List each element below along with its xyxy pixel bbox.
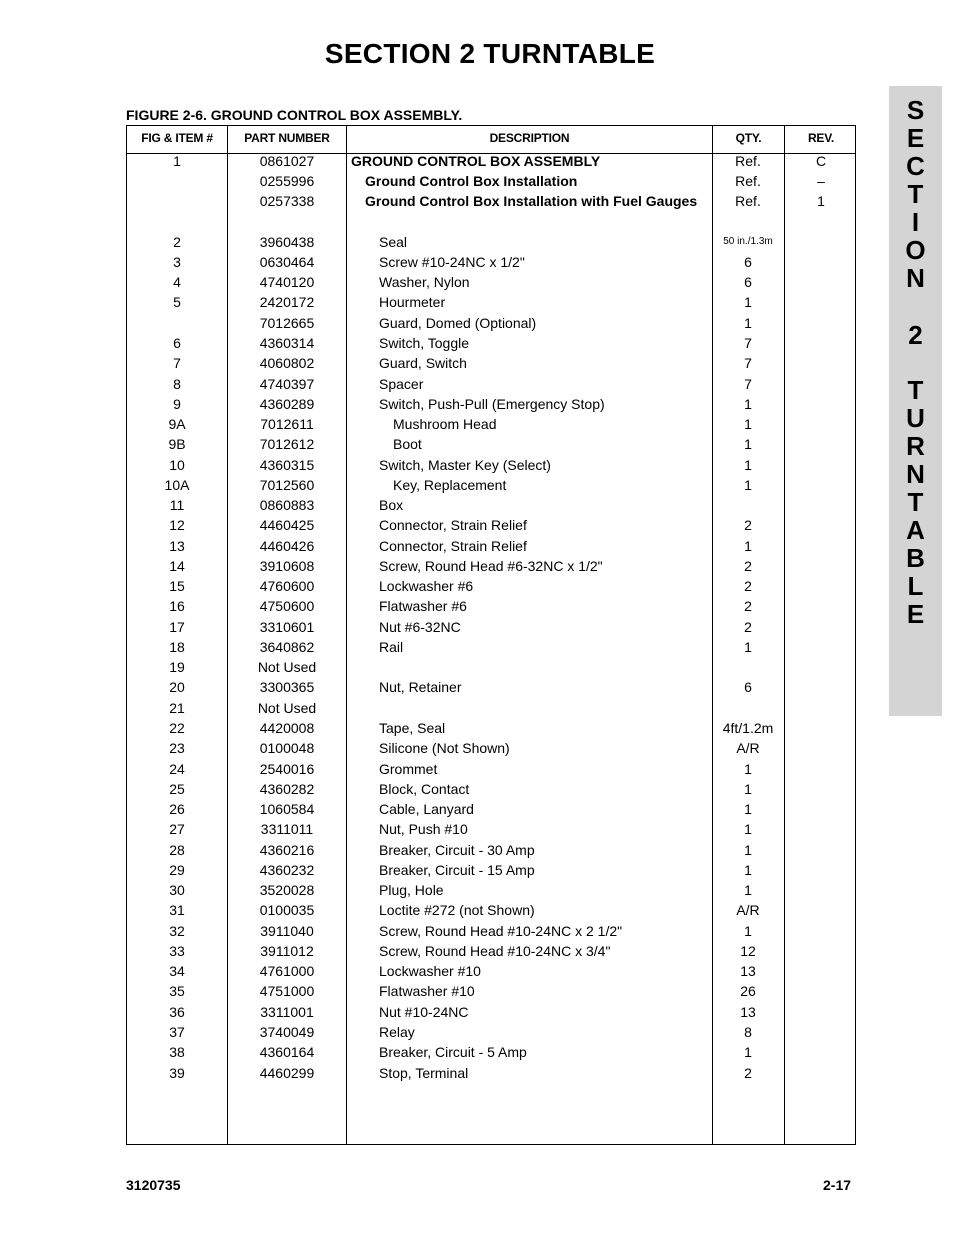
cell-qty: 6 (744, 274, 752, 290)
cell-description: Loctite #272 (not Shown) (379, 902, 535, 918)
cell-part-number: 7012665 (259, 315, 315, 331)
table-row (127, 1004, 857, 1024)
table-row (127, 477, 857, 497)
cell-qty: 1 (744, 1044, 752, 1060)
cell-fig-item: 10A (164, 477, 190, 493)
cell-fig-item: 4 (173, 274, 181, 290)
cell-qty: A/R (736, 902, 760, 918)
cell-description: Screw, Round Head #6-32NC x 1/2" (379, 558, 603, 574)
table-row (127, 659, 857, 679)
cell-description: Switch, Push-Pull (Emergency Stop) (379, 396, 605, 412)
cell-part-number: 4740397 (259, 376, 315, 392)
cell-fig-item: 9 (173, 396, 181, 412)
cell-qty: 2 (744, 598, 752, 614)
cell-description: Guard, Switch (379, 355, 467, 371)
table-row (127, 558, 857, 578)
cell-part-number: 0860883 (259, 497, 315, 513)
header-description: DESCRIPTION (489, 131, 570, 145)
cell-description: Flatwasher #6 (379, 598, 467, 614)
side-tab-letter: E (906, 123, 925, 153)
table-row (127, 943, 857, 963)
side-tab-letter: N (906, 263, 925, 293)
table-row (127, 315, 857, 335)
side-tab-letter: T (907, 487, 924, 517)
cell-qty: 1 (744, 801, 752, 817)
cell-fig-item: 37 (169, 1024, 185, 1040)
cell-fig-item: 31 (169, 902, 185, 918)
cell-fig-item: 10 (169, 457, 185, 473)
cell-fig-item: 7 (173, 355, 181, 371)
cell-part-number: 3740049 (259, 1024, 315, 1040)
cell-qty: 4ft/1.2m (722, 720, 774, 736)
table-row (127, 538, 857, 558)
side-tab-letter: T (907, 179, 924, 209)
cell-fig-item: 20 (169, 679, 185, 695)
header-fig-item: FIG & ITEM # (141, 131, 213, 145)
header-rev: REV. (807, 131, 835, 145)
cell-part-number: 4460426 (259, 538, 315, 554)
cell-qty: 1 (744, 436, 752, 452)
table-row (127, 355, 857, 375)
cell-part-number: 4760600 (259, 578, 315, 594)
table-row (127, 153, 857, 173)
side-tab-letter: R (906, 431, 925, 461)
cell-fig-item: 30 (169, 882, 185, 898)
cell-part-number: 3311001 (260, 1004, 314, 1020)
cell-rev: 1 (817, 193, 825, 209)
side-tab-letter: A (906, 515, 925, 545)
header-qty: QTY. (735, 131, 762, 145)
cell-part-number: 0255996 (259, 173, 315, 189)
cell-description: Rail (379, 639, 404, 655)
cell-fig-item: 26 (169, 801, 185, 817)
cell-qty: 6 (744, 254, 752, 270)
cell-qty: 2 (744, 1065, 752, 1081)
cell-part-number: 3911040 (260, 923, 314, 939)
table-row (127, 234, 857, 254)
cell-part-number: 4060802 (259, 355, 315, 371)
cell-qty: 7 (744, 335, 752, 351)
document-number: 3120735 (126, 1177, 181, 1193)
cell-part-number: 0861027 (259, 153, 315, 169)
cell-qty: 2 (744, 619, 752, 635)
page-number: 2-17 (823, 1177, 852, 1193)
cell-description: Breaker, Circuit - 15 Amp (379, 862, 535, 878)
page-title: SECTION 2 TURNTABLE (324, 38, 656, 69)
cell-description: Block, Contact (379, 781, 470, 797)
cell-rev: – (817, 173, 825, 189)
cell-part-number: 7012560 (259, 477, 315, 493)
cell-description: GROUND CONTROL BOX ASSEMBLY (351, 153, 601, 169)
cell-description: Breaker, Circuit - 5 Amp (379, 1044, 527, 1060)
cell-description: Boot (393, 436, 422, 452)
cell-qty: 1 (744, 882, 752, 898)
cell-part-number: 2420172 (259, 294, 315, 310)
cell-description: Washer, Nylon (379, 274, 470, 290)
table-row (127, 862, 857, 882)
table-row (127, 983, 857, 1003)
table-row (127, 517, 857, 537)
cell-fig-item: 24 (169, 761, 185, 777)
cell-part-number: 3310601 (259, 619, 315, 635)
cell-description: Key, Replacement (393, 477, 507, 493)
table-row (127, 720, 857, 740)
cell-fig-item: 33 (169, 943, 185, 959)
table-row (127, 781, 857, 801)
cell-part-number: 3911012 (260, 943, 314, 959)
cell-description: Seal (379, 234, 408, 250)
table-row (127, 639, 857, 659)
cell-fig-item: 13 (169, 538, 185, 554)
cell-qty: 1 (744, 761, 752, 777)
side-tab-letter: B (906, 543, 925, 573)
side-tab-letter: L (907, 571, 924, 601)
table-row (127, 193, 857, 213)
parts-table (126, 125, 856, 1145)
cell-part-number: 4740120 (259, 274, 315, 290)
cell-qty: 2 (744, 517, 752, 533)
cell-fig-item: 39 (169, 1065, 185, 1081)
cell-qty: 1 (744, 396, 752, 412)
cell-fig-item: 16 (169, 598, 185, 614)
cell-description: Lockwasher #10 (379, 963, 481, 979)
cell-qty: 1 (744, 416, 752, 432)
cell-fig-item: 18 (169, 639, 185, 655)
cell-description: Nut, Push #10 (379, 821, 468, 837)
cell-qty: 1 (744, 457, 752, 473)
side-tab-letter: N (906, 459, 925, 489)
cell-description: Screw #10-24NC x 1/2" (379, 254, 525, 270)
cell-fig-item: 35 (169, 983, 185, 999)
cell-part-number: 7012612 (259, 436, 315, 452)
cell-qty: Ref. (735, 193, 761, 209)
cell-qty: 50 in./1.3m (723, 236, 773, 247)
cell-part-number: 3300365 (259, 679, 315, 695)
cell-description: Tape, Seal (379, 720, 446, 736)
table-row (127, 416, 857, 436)
cell-qty: A/R (736, 740, 760, 756)
cell-part-number: 7012611 (260, 416, 314, 432)
cell-qty: 1 (744, 639, 752, 655)
cell-description: Hourmeter (379, 294, 446, 310)
cell-part-number: 3640862 (259, 639, 315, 655)
cell-description: Grommet (379, 761, 438, 777)
cell-qty: Ref. (735, 173, 761, 189)
cell-qty: 13 (740, 963, 756, 979)
cell-qty: 12 (740, 943, 756, 959)
cell-fig-item: 8 (173, 376, 181, 392)
table-row (127, 497, 857, 517)
cell-qty: 26 (740, 983, 756, 999)
cell-description: Relay (379, 1024, 415, 1040)
cell-part-number: 3311011 (260, 821, 314, 837)
table-row (127, 761, 857, 781)
cell-fig-item: 23 (169, 740, 185, 756)
cell-fig-item: 17 (169, 619, 185, 635)
cell-part-number: 4360216 (259, 842, 315, 858)
side-tab-letter: U (906, 403, 925, 433)
table-row (127, 619, 857, 639)
side-tab-letter: O (905, 235, 926, 265)
cell-part-number: 4360232 (259, 862, 315, 878)
cell-description: Ground Control Box Installation (365, 173, 578, 189)
cell-qty: Ref. (735, 153, 761, 169)
table-row (127, 679, 857, 699)
cell-part-number: Not Used (257, 700, 317, 716)
cell-description: Switch, Toggle (379, 335, 470, 351)
cell-part-number: 0100035 (259, 902, 315, 918)
cell-description: Mushroom Head (393, 416, 497, 432)
cell-description: Switch, Master Key (Select) (379, 457, 551, 473)
cell-part-number: 4460425 (259, 517, 315, 533)
cell-fig-item: 28 (169, 842, 185, 858)
cell-qty: 7 (744, 355, 752, 371)
cell-qty: 1 (744, 923, 752, 939)
table-row (127, 335, 857, 355)
cell-part-number: 4751000 (259, 983, 315, 999)
cell-part-number: 1060584 (259, 801, 315, 817)
table-row (127, 1065, 857, 1085)
cell-fig-item: 32 (169, 923, 185, 939)
table-row (127, 740, 857, 760)
table-row (127, 578, 857, 598)
cell-part-number: 0100048 (259, 740, 315, 756)
cell-part-number: 4360315 (259, 457, 315, 473)
cell-qty: 1 (744, 538, 752, 554)
cell-part-number: 4360314 (259, 335, 315, 351)
cell-description: Box (379, 497, 404, 513)
cell-description: Spacer (379, 376, 424, 392)
cell-part-number: 4360282 (259, 781, 315, 797)
table-row (127, 821, 857, 841)
cell-qty: 1 (744, 842, 752, 858)
cell-fig-item: 1 (173, 153, 181, 169)
cell-fig-item: 25 (169, 781, 185, 797)
cell-fig-item: 36 (169, 1004, 185, 1020)
cell-qty: 1 (744, 862, 752, 878)
cell-part-number: 0630464 (259, 254, 315, 270)
cell-fig-item: 19 (169, 659, 185, 675)
cell-fig-item: 29 (169, 862, 185, 878)
cell-part-number: 4750600 (259, 598, 315, 614)
cell-description: Screw, Round Head #10-24NC x 2 1/2" (379, 923, 623, 939)
cell-fig-item: 12 (169, 517, 185, 533)
table-row (127, 457, 857, 477)
cell-fig-item: 21 (169, 700, 185, 716)
cell-description: Plug, Hole (379, 882, 444, 898)
cell-fig-item: 5 (173, 294, 181, 310)
cell-description: Breaker, Circuit - 30 Amp (379, 842, 535, 858)
cell-description: Nut #10-24NC (379, 1004, 469, 1020)
cell-part-number: 3960438 (259, 234, 315, 250)
table-row (127, 396, 857, 416)
table-row (127, 436, 857, 456)
side-tab-letter: 2 (908, 320, 923, 350)
cell-part-number: 3910608 (259, 558, 315, 574)
cell-fig-item: 2 (173, 234, 181, 250)
cell-qty: 1 (744, 821, 752, 837)
cell-part-number: 3520028 (259, 882, 315, 898)
cell-description: Nut, Retainer (379, 679, 462, 695)
cell-part-number: 4360289 (259, 396, 315, 412)
table-row (127, 173, 857, 193)
cell-part-number: 4360164 (259, 1044, 315, 1060)
cell-rev: C (815, 153, 827, 169)
cell-fig-item: 38 (169, 1044, 185, 1060)
cell-fig-item: 14 (169, 558, 185, 574)
cell-description: Screw, Round Head #10-24NC x 3/4" (379, 943, 611, 959)
side-tab-letter: T (907, 375, 924, 405)
cell-fig-item: 9A (168, 416, 186, 432)
table-row (127, 1024, 857, 1044)
table-row (127, 842, 857, 862)
table-row (127, 882, 857, 902)
cell-description: Ground Control Box Installation with Fuel Gauges (365, 193, 698, 209)
table-row (127, 923, 857, 943)
cell-qty: 1 (744, 294, 752, 310)
cell-qty: 8 (744, 1024, 752, 1040)
cell-description: Lockwasher #6 (379, 578, 474, 594)
header-part-number: PART NUMBER (244, 131, 330, 145)
cell-description: Stop, Terminal (379, 1065, 469, 1081)
cell-part-number: Not Used (257, 659, 317, 675)
table-row (127, 700, 857, 720)
cell-part-number: 2540016 (259, 761, 315, 777)
cell-part-number: 4420008 (259, 720, 315, 736)
table-row (127, 801, 857, 821)
side-tab-letter: I (911, 207, 920, 237)
cell-fig-item: 11 (169, 497, 185, 513)
cell-description: Nut #6-32NC (379, 619, 461, 635)
cell-fig-item: 15 (169, 578, 185, 594)
cell-description: Cable, Lanyard (379, 801, 474, 817)
table-row (127, 1044, 857, 1064)
cell-qty: 2 (744, 558, 752, 574)
table-row (127, 254, 857, 274)
cell-fig-item: 3 (173, 254, 181, 270)
cell-fig-item: 6 (173, 335, 181, 351)
section-side-tab (889, 86, 942, 716)
side-tab-letter: S (906, 95, 925, 125)
cell-description: Flatwasher #10 (379, 983, 475, 999)
cell-part-number: 0257338 (259, 193, 315, 209)
cell-description: Connector, Strain Relief (379, 538, 527, 554)
cell-part-number: 4761000 (259, 963, 315, 979)
table-row (127, 376, 857, 396)
table-row (127, 598, 857, 618)
cell-fig-item: 22 (169, 720, 185, 736)
cell-description: Connector, Strain Relief (379, 517, 527, 533)
cell-qty: 1 (744, 781, 752, 797)
figure-caption: FIGURE 2-6. GROUND CONTROL BOX ASSEMBLY. (126, 107, 463, 123)
cell-qty: 1 (744, 315, 752, 331)
side-tab-letter: E (906, 599, 925, 629)
cell-description: Silicone (Not Shown) (379, 740, 510, 756)
table-row (127, 294, 857, 314)
cell-qty: 13 (740, 1004, 756, 1020)
cell-qty: 6 (744, 679, 752, 695)
cell-description: Guard, Domed (Optional) (379, 315, 537, 331)
cell-fig-item: 27 (169, 821, 185, 837)
side-tab-letter: C (906, 151, 925, 181)
cell-fig-item: 9B (168, 436, 186, 452)
table-row (127, 963, 857, 983)
cell-part-number: 4460299 (259, 1065, 315, 1081)
table-row (127, 902, 857, 922)
cell-fig-item: 34 (169, 963, 185, 979)
cell-qty: 1 (744, 477, 752, 493)
cell-qty: 7 (744, 376, 752, 392)
table-row (127, 274, 857, 294)
cell-qty: 2 (744, 578, 752, 594)
